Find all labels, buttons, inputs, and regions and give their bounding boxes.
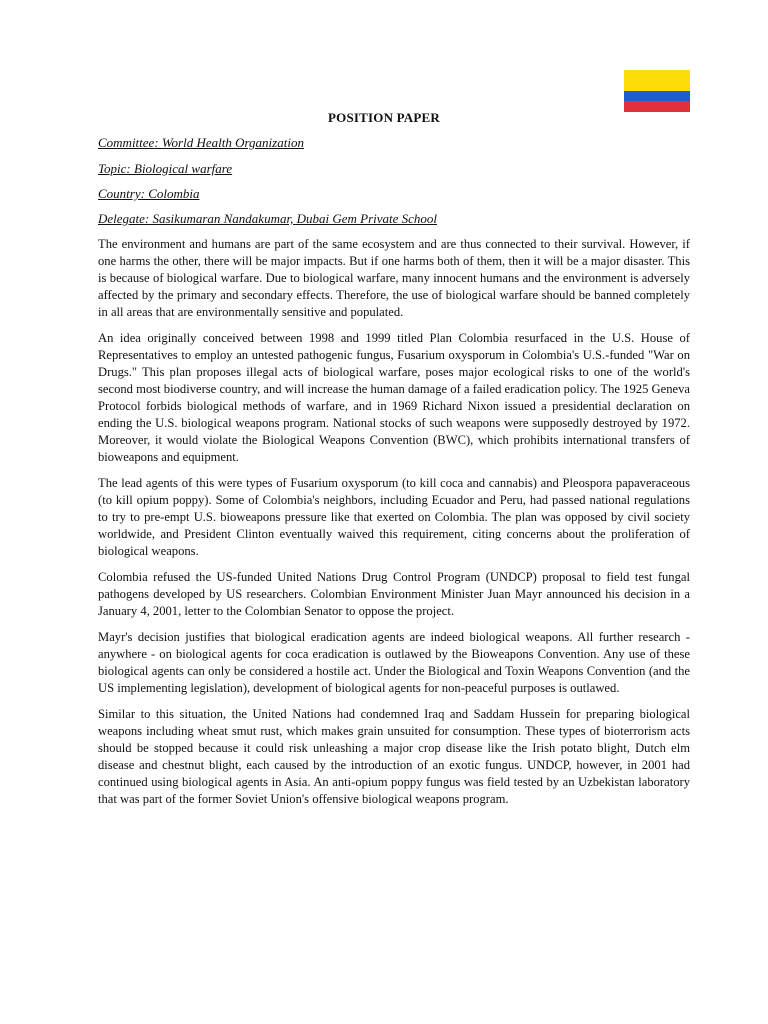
flag-blue-band — [624, 91, 690, 101]
colombia-flag — [624, 70, 690, 112]
paragraph-plan-colombia: An idea originally conceived between 1998 and 1999 titled Plan Colombia resurfaced in the U.S. House of Representatives to employ an untested pathogenic fungus, Fusarium oxysporum in Colombia's U.S.-funded "War on Drugs." This plan proposes illegal acts of biological warfare, poses major ecological risks to one of the world's second most biodiverse country, and will increase the human damage of a failed eradication policy. The 1925 Geneva Protocol forbids biological methods of warfare, and in 1969 Richard Nixon issued a presidential declaration on ending the U.S. biological weapons program. National stocks of such weapons were supposedly destroyed by 1972. Moreover, it would violate the Biological Weapons Convention (BWC), which prohibits international transfers of bioweapons and equipment. — [98, 331, 690, 464]
paragraph-similar-situation: Similar to this situation, the United Nations had condemned Iraq and Saddam Hussein for preparing biological weapons including wheat smut rust, which makes grain unsuited for consumption. These types of bioterrorism acts should be stopped because it could risk unleashing a major crop disease like the Irish potato blight, Dutch elm disease and chestnut blight, each caused by the introduction of an exotic fungus. UNDCP, however, in 2001 had continued using biological agents in Asia. An anti-opium poppy fungus was field tested by an Uzbekistan laboratory that was part of the former Soviet Union's offensive biological weapons program. — [98, 707, 690, 806]
paragraph-undcp-refusal: Colombia refused the US-funded United Nations Drug Control Program (UNDCP) proposal to field test fungal pathogens developed by US researchers. Colombian Environment Minister Juan Mayr announced his decision in a January 4, 2001, letter to the Colombian Senator to oppose the project. — [98, 570, 690, 618]
flag-yellow-band — [624, 70, 690, 91]
body-text — [98, 236, 690, 817]
paragraph-intro: The environment and humans are part of the same ecosystem and are thus connected to their survival. However, if one harms the other, there will be major impacts. But if one harms both of them, then it will be a major disaster. This is because of biological warfare. Due to biological warfare, many innocent humans and the environment is adversely affected by the primary and secondary effects. Therefore, the use of biological warfare should be banned completely in all areas that are environmentally sensitive and populated. — [98, 237, 690, 319]
page-title: POSITION PAPER — [328, 110, 440, 125]
topic-line: Topic: Biological warfare — [98, 161, 233, 176]
country-line: Country: Colombia — [98, 186, 200, 201]
paragraph-lead-agents: The lead agents of this were types of Fusarium oxysporum (to kill coca and cannabis) and Pleospora papaveraceous (to kill opium poppy). Some of Colombia's neighbors, including Ecuador and Peru, had passed national regulations to try to pre-empt U.S. bioweapons pressure like that exerted on Colombia. The plan was opposed by civil society worldwide, and President Clinton eventually waived this requirement, citing concerns about the proliferation of biological weapons. — [98, 476, 690, 558]
delegate-line: Delegate: Sasikumaran Nandakumar, Dubai Gem Private School — [98, 211, 438, 226]
paragraph-mayr-decision: Mayr's decision justifies that biological eradication agents are indeed biological weapons. All further research - anywhere - on biological agents for coca eradication is outlawed by the Bioweapons Convention. Any use of these biological agents can only be considered a hostile act. Under the Biological and Toxin Weapons Convention (and the US implementing legislation), development of biological agents for non-peaceful purposes is outlawed. — [98, 630, 690, 695]
committee-line: Committee: World Health Organization — [98, 135, 304, 150]
